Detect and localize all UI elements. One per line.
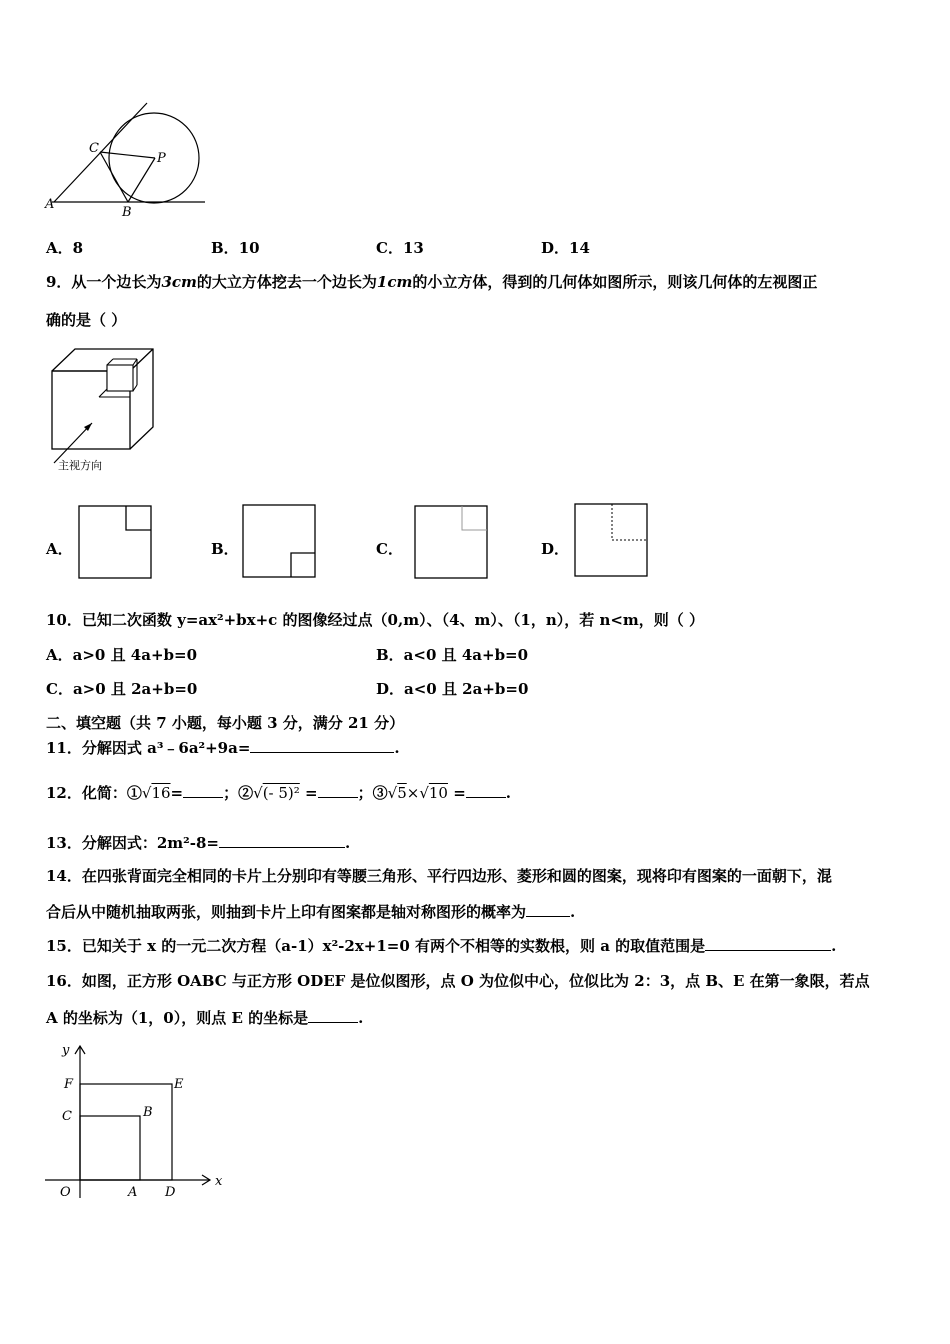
- q16-label-d: D: [165, 1185, 176, 1200]
- q16-label-c: C: [62, 1109, 72, 1124]
- q9-figure-caption: 主视方向: [58, 459, 102, 472]
- q9-stem-line2: 确的是（ ）: [46, 311, 127, 329]
- q13-answer-blank[interactable]: [219, 833, 345, 848]
- q9-cube-figure: [44, 345, 164, 475]
- q8-label-b: B: [122, 205, 132, 220]
- q14-answer-blank[interactable]: [526, 902, 570, 917]
- q9-option-b-label: B．: [211, 540, 239, 558]
- q16-line1: 16．如图，正方形 OABC 与正方形 ODEF 是位似图形，点 O 为位似中心，位似比为 2：3，点 B、E 在第一象限，若点: [46, 972, 870, 990]
- q9-option-d-figure: [574, 503, 650, 579]
- q10-option-c: C．a>0 且 2a+b=0: [46, 680, 198, 698]
- q10-option-b: B．a<0 且 4a+b=0: [376, 646, 529, 664]
- section2-title: 二、填空题（共 7 小题，每小题 3 分，满分 21 分）: [46, 714, 405, 732]
- q8-option-b: B．10: [211, 239, 260, 257]
- q12: 12．化简：①√16= ；②√(- 5)² = ；③√5×√10 = .: [46, 784, 512, 802]
- q10-option-a: A．a>0 且 4a+b=0: [46, 646, 198, 664]
- q9-option-a-label: A．: [46, 540, 73, 558]
- q16-label-b: B: [143, 1105, 153, 1120]
- q8-label-a: A: [45, 197, 55, 212]
- q12-blank3[interactable]: [466, 783, 506, 798]
- q16-label-x: x: [215, 1174, 223, 1189]
- q9-option-c-figure: [414, 505, 490, 581]
- q11-answer-blank[interactable]: [250, 738, 394, 753]
- q10-stem: 10．已知二次函数 y=ax²+bx+c 的图像经过点（0,m）、（4、m）、（1，n），若 n<m，则（ ）: [46, 611, 705, 629]
- q16-answer-blank[interactable]: [308, 1008, 358, 1023]
- q14-line1: 14．在四张背面完全相同的卡片上分别印有等腰三角形、平行四边形、菱形和圆的图案，现将印有图案的一面朝下，混: [46, 867, 832, 885]
- q15-answer-blank[interactable]: [705, 936, 831, 951]
- q8-option-d: D．14: [541, 239, 590, 257]
- q8-label-p: P: [157, 151, 166, 166]
- q9-option-a-figure: [78, 505, 154, 581]
- q15: 15．已知关于 x 的一元二次方程（a-1）x²-2x+1=0 有两个不相等的实数根，则 a 的取值范围是 .: [46, 937, 837, 955]
- q8-segment-pb: [128, 158, 155, 202]
- q16-square-odef: [80, 1084, 172, 1180]
- q16-label-e: E: [174, 1077, 184, 1092]
- q16-line2: A 的坐标为（1，0），则点 E 的坐标是 .: [46, 1009, 364, 1027]
- q9-option-d-label: D．: [541, 540, 570, 558]
- q12-blank2[interactable]: [318, 783, 358, 798]
- q8-option-c: C．13: [376, 239, 424, 257]
- q16-label-o: O: [60, 1185, 71, 1200]
- q8-segment-cb: [100, 152, 128, 202]
- q8-option-a: A．8: [46, 239, 84, 257]
- q16-figure: [40, 1038, 240, 1208]
- q10-option-d: D．a<0 且 2a+b=0: [376, 680, 529, 698]
- q12-blank1[interactable]: [183, 783, 223, 798]
- q16-label-a: A: [128, 1185, 138, 1200]
- q13: 13．分解因式：2m²-8= .: [46, 834, 351, 852]
- q11: 11．分解因式 a³﹣6a²+9a= .: [46, 739, 400, 757]
- q9-option-c-label: C．: [376, 540, 403, 558]
- q16-square-oabc: [80, 1116, 140, 1180]
- q14-line2: 合后从中随机抽取两张，则抽到卡片上印有图案都是轴对称图形的概率为 .: [46, 903, 576, 921]
- q9-option-b-figure: [242, 504, 318, 580]
- q16-label-y: y: [62, 1043, 70, 1058]
- q16-label-f: F: [64, 1077, 74, 1092]
- q8-label-c: C: [89, 141, 99, 156]
- q9-stem-line1: 9．从一个边长为3cm的大立方体挖去一个边长为1cm的小立方体，得到的几何体如图所示，则该几何体的左视图正: [46, 273, 818, 291]
- q8-segment-cp: [100, 152, 155, 158]
- q8-figure: [40, 98, 220, 223]
